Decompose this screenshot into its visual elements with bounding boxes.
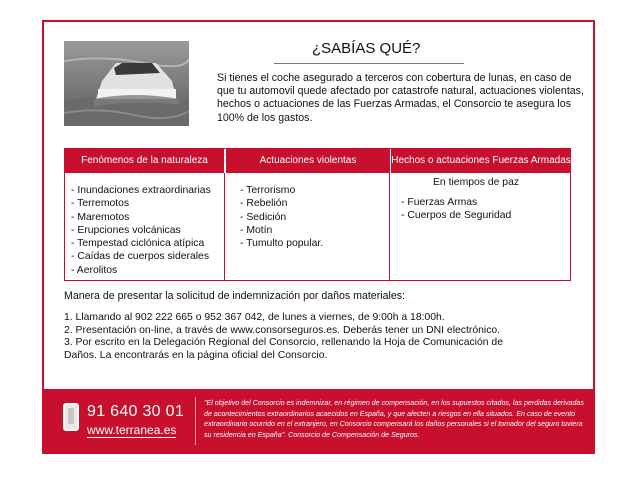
- list-item: 3. Por escrito en la Delegación Regional del Consorcio, rellenando la Hoja de Comunicación de Daños. La encontrarás en la página oficial del Consorcio.: [64, 337, 503, 361]
- nature-list: [71, 184, 211, 277]
- list-item: 1. Llamando al 902 222 665 o 952 367 042, de lunes a viernes, de 9:00h a 18:00h.: [64, 312, 445, 323]
- list-item: - Caídas de cuerpos siderales: [71, 251, 210, 263]
- page-title: ¿SABÍAS QUÉ?: [312, 40, 421, 57]
- list-item: 2. Presentación on-line, a través de www.consorseguros.es. Deberás tener un DNI electrónico.: [64, 324, 501, 336]
- column-divider: [224, 173, 225, 280]
- list-item: - Inundaciones extraordinarias: [71, 185, 211, 196]
- list-item: - Terremotos: [71, 198, 130, 210]
- mobile-phone-icon: [63, 403, 79, 431]
- list-item: - Motín: [240, 224, 273, 236]
- coverage-table: [64, 148, 571, 281]
- claim-steps: [64, 312, 534, 362]
- website-link[interactable]: www.terranea.es: [87, 423, 177, 437]
- list-item: - Cuerpos de Seguridad: [401, 210, 512, 222]
- list-item: - Maremotos: [71, 211, 130, 223]
- table-header-armed-forces: Hechos o actuaciones Fuerzas Armadas: [390, 149, 571, 173]
- list-item: - Sedición: [240, 211, 287, 223]
- armed-forces-list: [401, 196, 511, 223]
- info-card: [42, 20, 595, 454]
- list-item: - Tumulto popular.: [240, 238, 324, 250]
- list-item: - Tempestad ciclónica atípica: [71, 238, 205, 250]
- flooded-car-photo: [64, 41, 189, 126]
- column-divider: [389, 173, 390, 280]
- list-item: - Erupciones volcánicas: [71, 224, 181, 236]
- footer-divider: [195, 397, 196, 445]
- phone-number[interactable]: 91 640 30 01: [87, 403, 185, 420]
- list-item: - Aerolitos: [71, 264, 118, 276]
- list-item: - Fuerzas Armas: [401, 197, 478, 208]
- contact-footer: [44, 389, 593, 452]
- claim-instructions-title: Manera de presentar la solicitud de indemnización por daños materiales:: [64, 290, 405, 302]
- list-item: - Rebelión: [240, 198, 288, 210]
- intro-paragraph: Si tienes el coche asegurado a terceros con cobertura de lunas, en caso de que tu automovil quede afectado por catastrofe natural, actuaciones violentas, hechos o actuaciones de las Fuerzas Armadas, el Consorcio te asegura los 100% de los gastos.: [217, 72, 584, 124]
- title-underline: [274, 63, 464, 64]
- violent-list: [240, 184, 323, 250]
- consorcio-quote: "El objetivo del Consorcio es indemnizar, en régimen de compensación, en los supuestos citados, las perdidas derivadas de acontecimientos extraordinarios acaecidos en España, y que afecten a riesgos en ella situados. En caso de evento extraordinario ocurrido en el extranjero, en Consorcio compensará los daños personales si el tomador del seguro tuviera su residencia en España". Consorcio de Compensación de Seguros.: [204, 399, 584, 439]
- table-header-nature: Fenómenos de la naturaleza: [65, 149, 224, 173]
- table-header-violent: Actuaciones violentas: [225, 149, 390, 173]
- list-item: - Terrorismo: [240, 185, 296, 196]
- peace-time-subtitle: En tiempos de paz: [433, 177, 520, 188]
